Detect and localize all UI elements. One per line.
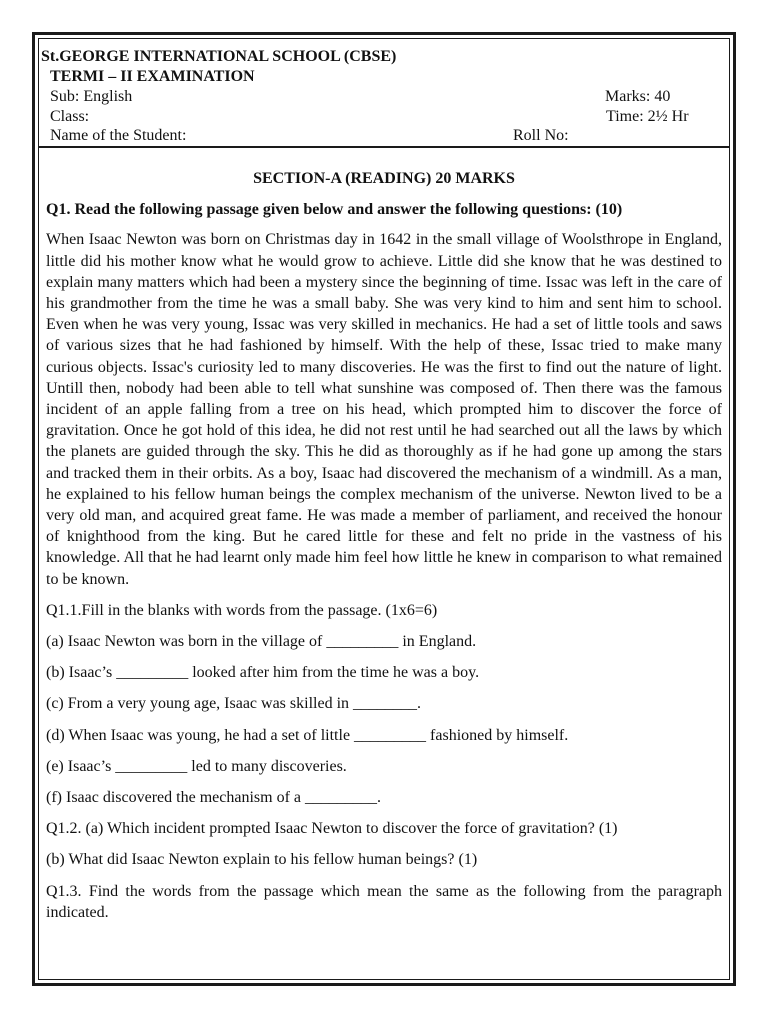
exam-title: TERMI – II EXAMINATION: [50, 68, 255, 85]
marks-line: Marks: 40: [605, 88, 671, 105]
time-line: Time: 2½ Hr: [606, 108, 689, 125]
class-line: Class:: [50, 108, 90, 125]
question-b: (b) Isaac’s _________ looked after him from the time he was a boy.: [46, 664, 480, 682]
question-1-2-a: Q1.2. (a) Which incident prompted Isaac Newton to discover the force of gravitation? (1): [46, 820, 618, 838]
question-1-2-b: (b) What did Isaac Newton explain to his fellow human beings? (1): [46, 851, 478, 869]
student-name-line: Name of the Student:: [50, 127, 187, 144]
question-a: (a) Isaac Newton was born in the village of _________ in England.: [46, 633, 477, 651]
subject-line: Sub: English: [50, 88, 133, 105]
reading-passage: When Isaac Newton was born on Christmas day in 1642 in the small village of Woolsthrope in England, little did his mother know what he would grow to achieve. Little did she know that he was destined to explain many matters which had been a mystery since the beginning of time. Issac was left in the care of his grandmother from the time he was a small baby. She was very kind to him and sent him to school. Even when he was very young, Issac was very skilled in mechanics. He had a set of little tools and saws of various sizes that he had fashioned by himself. With the help of these, Issac tried to make many curious objects. Issac's curiosity led to many discoveries. He was the first to find out the nature of light. Untill then, nobody had been able to tell what sunshine was composed of. Then there was the famous incident of an apple falling from a tree on his head, which prompted him to discover the force of gravitation. Once he got hold of this idea, he did not rest until he had searched out all the laws by which the planets are guided through the sky. This he did as thoroughly as if he had gone up among the stars and tracked them in their orbits. As a boy, Isaac had discovered the mechanism of a windmill. As a man, he explained to his fellow human beings the complex mechanism of the universe. Newton lived to be a very old man, and acquired great fame. He was made a member of parliament, and received the honour of knighthood from the king. But he cared little for these and felt no pride in the vastness of his knowledge. All that he had learnt only made him feel how little he knew in comparison to what remained to be known.: [46, 231, 722, 588]
question-1-heading: Q1. Read the following passage given below and answer the following questions: (10): [46, 201, 623, 219]
question-c: (c) From a very young age, Isaac was skilled in ________.: [46, 695, 422, 713]
question-f: (f) Isaac discovered the mechanism of a _________.: [46, 789, 381, 807]
page-border: [32, 32, 736, 986]
question-e: (e) Isaac’s _________ led to many discoveries.: [46, 757, 347, 775]
school-name: St.GEORGE INTERNATIONAL SCHOOL (CBSE): [41, 48, 397, 65]
question-d: (d) When Isaac was young, he had a set of little _________ fashioned by himself.: [46, 726, 569, 744]
question-1-3: Q1.3. Find the words from the passage which mean the same as the following from the paragraph indicated.: [46, 882, 722, 921]
roll-no-line: Roll No:: [513, 127, 569, 144]
question-1-1-heading: Q1.1.Fill in the blanks with words from the passage. (1x6=6): [46, 601, 438, 619]
section-a-content: [46, 168, 722, 923]
exam-header: [39, 39, 729, 148]
section-title: SECTION-A (READING) 20 MARKS: [253, 170, 515, 187]
